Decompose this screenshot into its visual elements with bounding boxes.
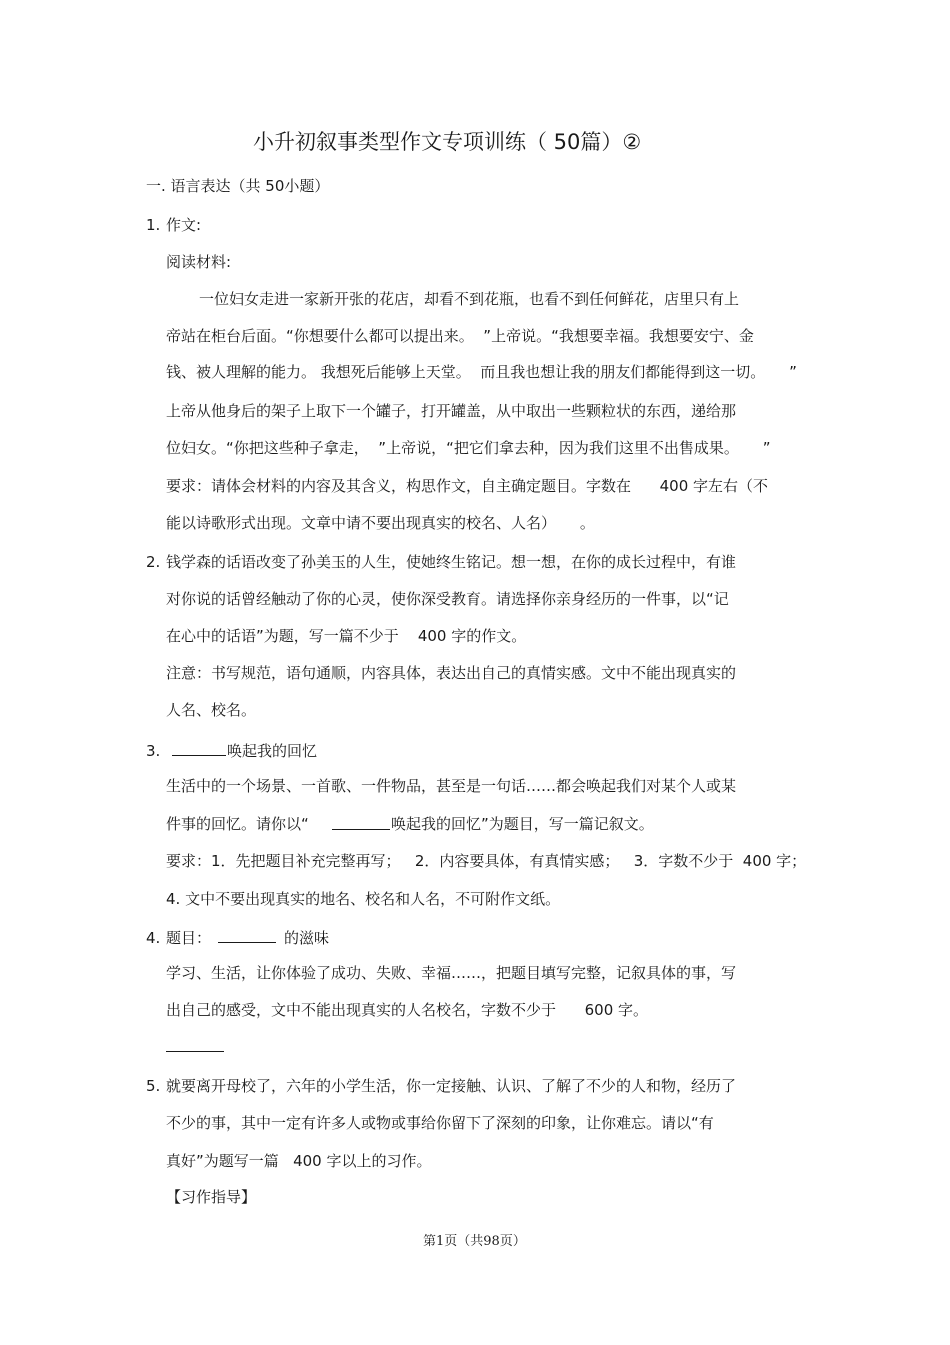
q1-text-line: 帝站在柜台后面。“你想要什么都可以提出来。 ”上帝说。“我想要幸福。我想要安宁、金 — [166, 327, 754, 345]
q4-title-prefix: 题目： — [166, 929, 212, 947]
q1-text-line: 一位妇女走进一家新开张的花店，却看不到花瓶，也看不到任何鲜花，店里只有上 — [199, 290, 740, 308]
section-heading: 一. 语言表达（共 50小题） — [146, 177, 330, 195]
q3-number: 3. — [146, 742, 161, 760]
q4-text-line: 出自己的感受，文中不能出现真实的人名校名，字数不少于 600 字。 — [166, 1001, 649, 1019]
q1-text-line: 钱、被人理解的能力。 我想死后能够上天堂。 而且我也想让我的朋友们都能得到这一切。 ” — [166, 363, 797, 381]
q3-title-suffix: 唤起我的回忆 — [227, 742, 318, 760]
q4-title-suffix: 的滋味 — [284, 929, 330, 947]
q2-number: 2. — [146, 553, 161, 571]
q1-text-line: 位妇女。“你把这些种子拿走， ”上帝说，“把它们拿去种，因为我们这里不出售成果。 ” — [166, 439, 771, 457]
q1-material-label: 阅读材料: — [166, 253, 232, 271]
q3-requirement-line: 4. 文中不要出现真实的地名、校名和人名，不可附作文纸。 — [166, 890, 561, 908]
q1-number: 1. — [146, 216, 161, 234]
q5-text-line: 不少的事，其中一定有许多人或物或事给你留下了深刻的印象，让你难忘。请以“有 — [166, 1114, 714, 1132]
q5-text-line: 真好”为题写一篇 400 字以上的习作。 — [166, 1152, 432, 1170]
q4-title-blank — [218, 942, 276, 943]
q1-label: 作文: — [166, 216, 202, 234]
q2-note-line: 注意：书写规范，语句通顺，内容具体，表达出自己的真情实感。文中不能出现真实的 — [166, 664, 737, 682]
page-footer: 第1页（共98页） — [423, 1234, 526, 1249]
q1-text-line: 上帝从他身后的架子上取下一个罐子，打开罐盖，从中取出一些颗粒状的东西，递给那 — [166, 402, 737, 420]
q2-text-line: 在心中的话语”为题，写一篇不少于 400 字的作文。 — [166, 627, 527, 645]
page-title: 小升初叙事类型作文专项训练（ 50篇）② — [253, 130, 642, 154]
q4-answer-blank — [166, 1051, 224, 1052]
q2-text-line: 钱学森的话语改变了孙美玉的人生，使她终生铭记。想一想，在你的成长过程中，有谁 — [166, 553, 737, 571]
q4-number: 4. — [146, 929, 161, 947]
q3-inline-blank — [332, 829, 390, 830]
q2-note-line: 人名、校名。 — [166, 701, 257, 719]
q3-requirement-line: 要求：1．先把题目补充完整再写； 2．内容要具体，有真情实感； 3．字数不少于 400 字； — [166, 852, 807, 870]
q4-text-line: 学习、生活，让你体验了成功、失败、幸福……，把题目填写完整，记叙具体的事，写 — [166, 964, 737, 982]
q3-title-blank — [172, 755, 226, 756]
q3-text-line: 生活中的一个场景、一首歌、一件物品，甚至是一句话……都会唤起我们对某个人或某 — [166, 777, 737, 795]
q5-guide-heading: 【习作指导】 — [166, 1188, 257, 1206]
q1-requirement-line: 能以诗歌形式出现。文章中请不要出现真实的校名、人名） 。 — [166, 514, 595, 532]
q1-requirement-line: 要求：请体会材料的内容及其含义，构思作文，自主确定题目。字数在 400 字左右（不 — [166, 477, 769, 495]
q3-text-line: 唤起我的回忆”为题目，写一篇记叙文。 — [391, 815, 654, 833]
q3-text-line: 件事的回忆。请你以“ — [166, 815, 309, 833]
q5-text-line: 就要离开母校了，六年的小学生活，你一定接触、认识、了解了不少的人和物，经历了 — [166, 1077, 737, 1095]
q5-number: 5. — [146, 1077, 161, 1095]
q2-text-line: 对你说的话曾经触动了你的心灵，使你深受教育。请选择你亲身经历的一件事，以“记 — [166, 590, 729, 608]
